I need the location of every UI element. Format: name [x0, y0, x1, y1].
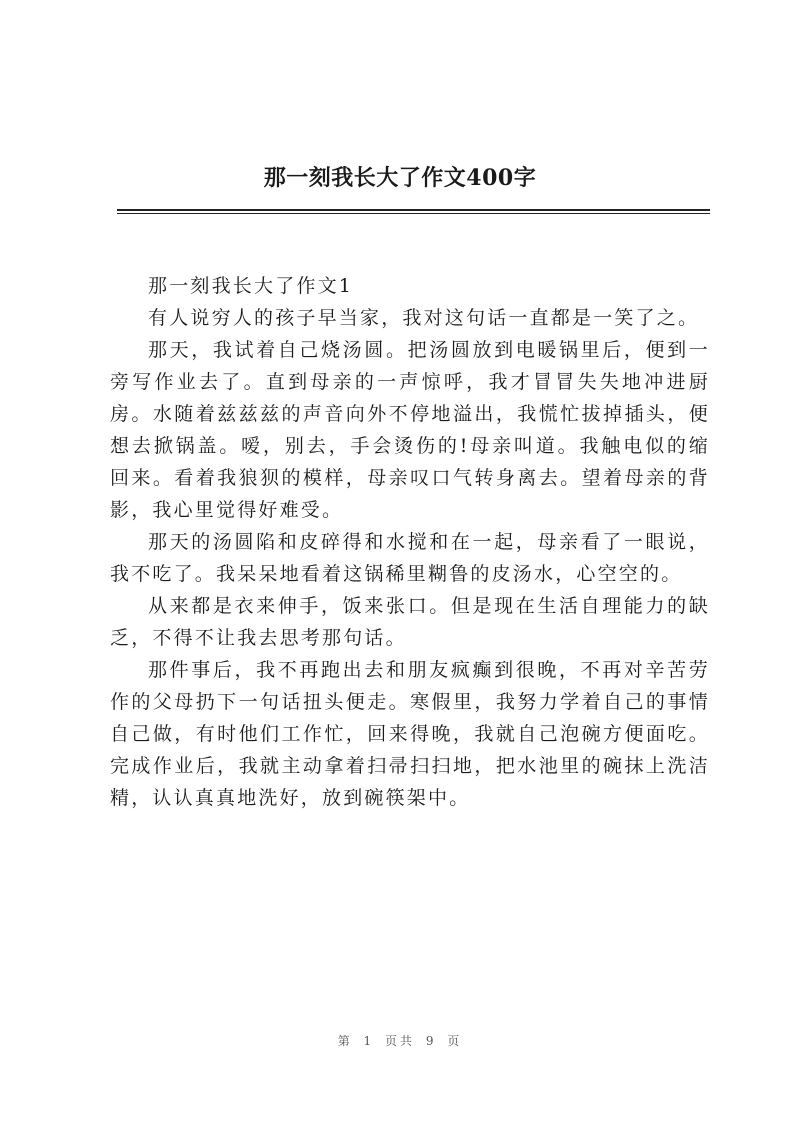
page-number: 第 1 页共 9 页: [337, 1034, 463, 1048]
essay-heading: 那一刻我长大了作文1: [148, 275, 354, 297]
paragraph: 从来都是衣来伸手，饭来张口。但是现在生活自理能力的缺乏，不得不让我去思考那句话。: [110, 595, 710, 649]
paragraph: 那天，我试着自己烧汤圆。把汤圆放到电暖锅里后，便到一旁写作业去了。直到母亲的一声惊呼，我才冒冒失失地冲进厨房。水随着兹兹兹的声音向外不停地溢出，我慌忙拔掉插头，便想去掀锅盖。嗳，别去，手会烫伤的!母亲叫道。我触电似的缩回来。看着我狼狈的模样，母亲叹口气转身离去。望着母亲的背影，我心里觉得好难受。: [110, 339, 710, 521]
paragraph: 有人说穷人的孩子早当家，我对这句话一直都是一笑了之。: [148, 307, 700, 329]
paragraph: 那天的汤圆陷和皮碎得和水搅和在一起，母亲看了一眼说，我不吃了。我呆呆地看着这锅稀里糊鲁的皮汤水，心空空的。: [110, 531, 710, 585]
title-divider-thin: [117, 213, 710, 214]
title-divider: [117, 209, 710, 211]
document-title: 那一刻我长大了作文400字: [263, 165, 537, 191]
document-body: [110, 270, 710, 814]
paragraph: 那件事后，我不再跑出去和朋友疯癫到很晚，不再对辛苦劳作的父母扔下一句话扭头便走。寒假里，我努力学着自己的事情自己做，有时他们工作忙，回来得晚，我就自己泡碗方便面吃。完成作业后，我就主动拿着扫帚扫扫地，把水池里的碗抹上洗洁精，认认真真地洗好，放到碗筷架中。: [110, 659, 710, 809]
